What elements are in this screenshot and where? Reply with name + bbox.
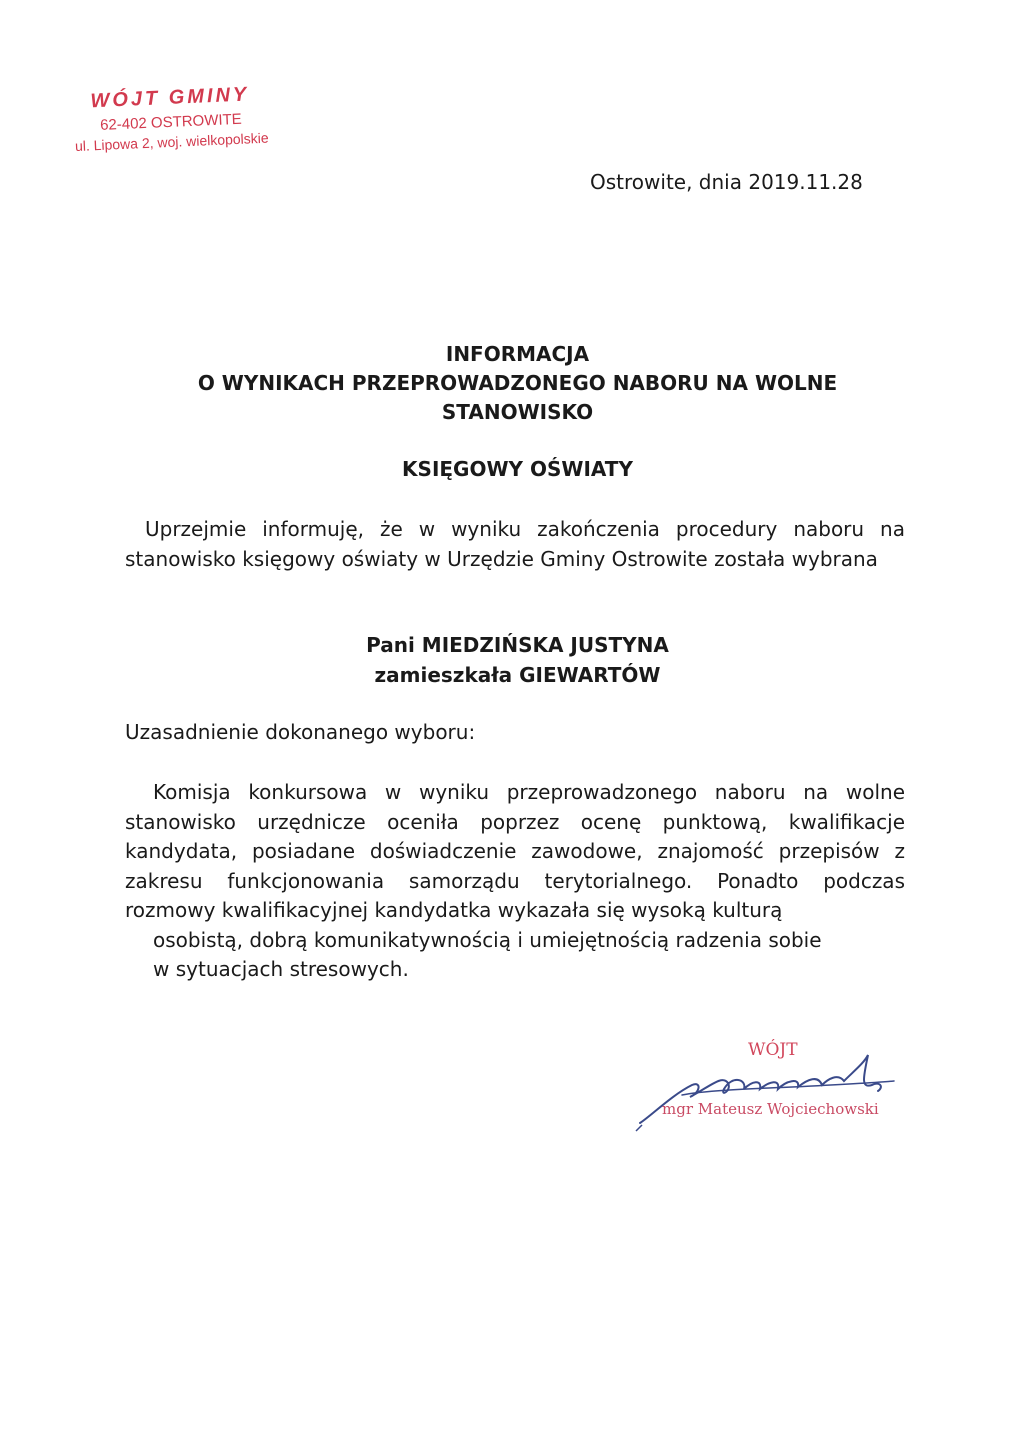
position-title: KSIĘGOWY OŚWIATY	[402, 457, 633, 481]
justification-text: Komisja konkursowa w wyniku przeprowadzonego naboru na wolne stanowisko urzędnicze oceniła poprzez ocenę punktową, kwalifikacje kandydata, posiadane doświadczenie zawodowe, znajomość przepisów z zakresu funkcjonowania samorządu terytorialnego. Ponadto podczas rozmowy kwalifikacyjnej kandydatka wykazała się wysoką kulturą	[125, 780, 905, 922]
selected-person	[125, 630, 910, 690]
document-title	[125, 340, 910, 427]
signature-name: mgr Mateusz Wojciechowski	[662, 1100, 879, 1118]
office-stamp	[52, 82, 290, 155]
stamp-line-postal: 62-402 OSTROWITE	[99, 110, 243, 134]
justification-tail-1: osobistą, dobrą komunikatywnością i umiejętnością radzenia sobie	[153, 927, 822, 952]
stamp-line-office: WÓJT GMINY	[90, 83, 250, 113]
stamp-line-address: ul. Lipowa 2, woj. wielkopolskie	[74, 129, 269, 155]
handwritten-signature	[632, 1045, 922, 1135]
justification-paragraph	[125, 778, 905, 985]
title-line-2: O WYNIKACH PRZEPROWADZONEGO NABORU NA WOLNE	[197, 371, 838, 395]
signature-title: WÓJT	[748, 1040, 798, 1060]
person-name: Pani MIEDZIŃSKA JUSTYNA	[366, 633, 669, 657]
justification-tail-2: w sytuacjach stresowych.	[153, 957, 409, 981]
intro-paragraph: Uprzejmie informuję, że w wyniku zakończenia procedury naboru na stanowisko księgowy oświaty w Urzędzie Gminy Ostrowite została wybrana	[125, 517, 905, 571]
justification-label: Uzasadnienie dokonanego wyboru:	[125, 720, 476, 744]
title-line-3: STANOWISKO	[441, 400, 594, 424]
place-date: Ostrowite, dnia 2019.11.28	[590, 170, 863, 194]
title-line-1: INFORMACJA	[445, 342, 590, 366]
person-residence: zamieszkała GIEWARTÓW	[374, 663, 661, 687]
